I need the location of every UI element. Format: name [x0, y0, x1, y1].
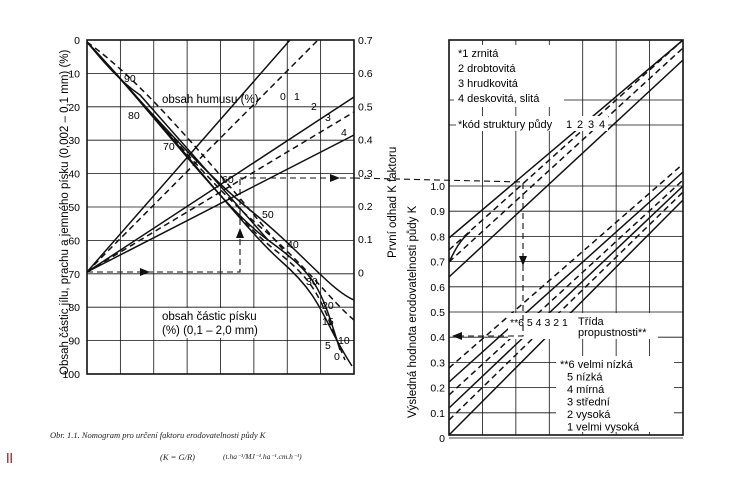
sand-value: 40: [287, 239, 299, 251]
y-tick-label: 100: [62, 369, 80, 381]
arrow-left: [452, 332, 462, 340]
humus-value: 3: [325, 112, 331, 124]
y-tick-label: 30: [68, 135, 80, 148]
structure-code-label: *kód struktury půdy: [458, 119, 553, 131]
y-tick-label: 0.7: [430, 256, 445, 269]
permeability-legend-item: 5 nízká: [567, 371, 603, 384]
sand-value: 30: [306, 276, 318, 288]
y-tick-label: 50: [68, 202, 80, 214]
sand-label-line1: obsah částic písku: [162, 311, 257, 323]
structure-code: 1: [566, 119, 573, 131]
permeability-label-line1: Třída: [578, 316, 604, 328]
permeability-legend-item: 1 velmi vysoká: [567, 421, 640, 434]
humus-value: 0: [280, 91, 286, 103]
sand-value: 60: [222, 174, 234, 186]
structure-code: 4: [599, 119, 606, 131]
permeability-codes: **6 5 4 3 2 1: [510, 317, 568, 329]
permeability-legend-item: 3 střední: [567, 396, 610, 409]
arrow-right: [330, 174, 340, 182]
first-estimate-tick: 0: [358, 267, 364, 280]
first-estimate-tick: 0.3: [358, 167, 373, 180]
y-tick-label: 0.5: [430, 307, 445, 319]
y-tick-label: 70: [68, 268, 80, 281]
permeability-legend-item: **6 velmi nízká: [560, 359, 633, 371]
first-estimate-tick: 0.7: [358, 35, 373, 47]
y-tick-label: 40: [68, 168, 80, 181]
sand-value: 10: [338, 335, 350, 347]
first-estimate-tick-labels: [358, 35, 373, 279]
first-estimate-tick: 0.4: [358, 134, 373, 147]
caption-line1: Obr. 1.1. Nomogram pro určení faktoru erodovatelnosti půdy K: [50, 430, 266, 440]
y-tick-label: 20: [68, 101, 80, 114]
sand-value: 15: [322, 316, 334, 328]
permeability-legend-item: 2 vysoká: [567, 409, 611, 421]
humus-value: 1: [294, 91, 300, 103]
sand-value: 70: [163, 141, 175, 153]
y-tick-label: 0.4: [430, 332, 445, 345]
humus-value: 2: [311, 101, 317, 113]
left-y-axis-title: Obsah částic jílu, prachu a jemného písku (0,002 – 0,1 mm) (%): [59, 49, 71, 375]
structure-legend-item: 3 hrudkovitá: [458, 78, 518, 90]
structure-code: 3: [588, 119, 595, 131]
y-tick-label: 0.3: [430, 357, 445, 370]
sand-label-line2: (%) (0,1 – 2,0 mm): [162, 325, 258, 337]
humus-line: [87, 40, 318, 272]
sand-value: 80: [128, 110, 140, 122]
structure-code: 2: [577, 119, 584, 131]
structure-legend-item: 2 drobtovitá: [458, 63, 516, 75]
arrow-right: [140, 268, 150, 276]
first-estimate-axis-title: První odhad K faktoru: [387, 146, 399, 258]
sand-value: 20: [322, 300, 334, 312]
structure-legend-item: 4 deskovitá, slitá: [458, 93, 540, 105]
page-edge-mark: [6, 452, 14, 464]
right-y-tick-labels: [430, 181, 445, 445]
humus-value-labels: [280, 91, 347, 139]
sand-curve: [87, 42, 340, 350]
y-tick-label: 0.9: [430, 206, 445, 219]
caption-formula: (K = G/R): [160, 452, 196, 462]
arrow-up: [236, 228, 244, 238]
y-tick-label: 90: [68, 335, 80, 348]
y-tick-label: 10: [68, 68, 80, 81]
y-tick-label: 0.6: [430, 281, 445, 294]
permeability-legend-item: 4 mírná: [567, 384, 605, 396]
permeability-label-line2: propustnosti**: [578, 327, 647, 339]
y-tick-label: 0: [439, 433, 445, 445]
permeability-line: [449, 172, 683, 382]
first-estimate-tick: 0.1: [358, 234, 373, 247]
sand-value: 50: [262, 209, 274, 221]
y-tick-label: 80: [68, 302, 80, 315]
y-tick-label: 60: [68, 235, 80, 248]
first-estimate-tick: 0.6: [358, 68, 373, 81]
first-estimate-tick: 0.2: [358, 201, 373, 213]
y-tick-label: 0.2: [430, 382, 445, 395]
y-tick-label: 1.0: [430, 181, 445, 193]
arrow-down: [519, 256, 527, 266]
sand-value: 5: [325, 340, 331, 352]
humus-value: 4: [341, 127, 347, 139]
structure-legend-item: *1 zrnitá: [458, 48, 499, 60]
y-tick-label: 0.8: [430, 231, 445, 244]
sand-value: 90: [124, 73, 136, 85]
sand-value: 0: [334, 351, 340, 363]
y-tick-label: 0: [74, 35, 80, 47]
first-estimate-tick: 0.5: [358, 101, 373, 114]
right-y-axis-title: Výsledná hodnota erodovatelnosti půdy K: [407, 205, 419, 418]
y-tick-label: 0.1: [430, 407, 445, 420]
humus-label: obsah humusu (%): [162, 94, 259, 106]
caption-units: (t.ha⁻¹/MJ⁻¹.ha⁻¹.cm.h⁻¹): [223, 452, 302, 461]
